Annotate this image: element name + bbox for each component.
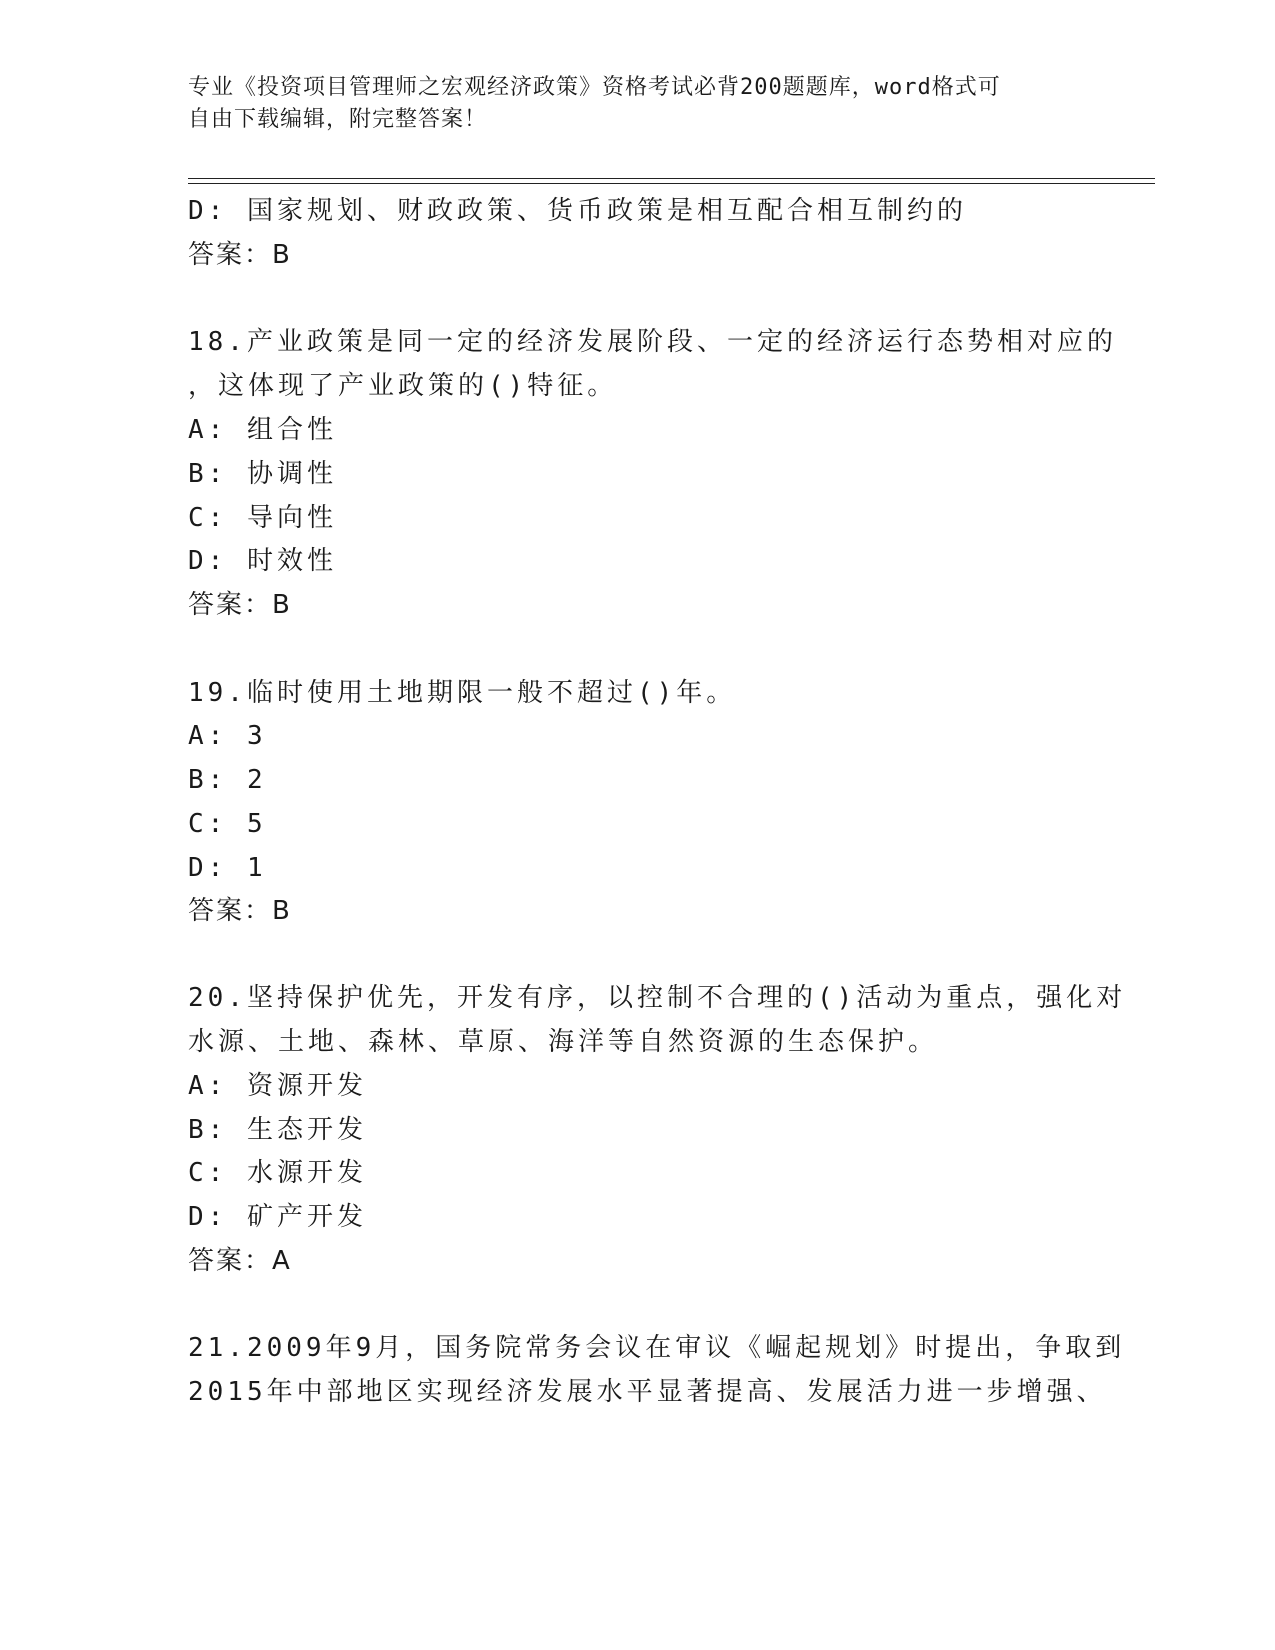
q20-option-d: D: 矿产开发 (188, 1202, 367, 1232)
q20-option-c: C: 水源开发 (188, 1158, 367, 1188)
q18-stem-line-2: ，这体现了产业政策的()特征。 (188, 371, 618, 401)
q21-stem-line-2: 2015年中部地区实现经济发展水平显著提高、发展活力进一步增强、 (188, 1377, 1107, 1407)
q18-answer: 答案：B (188, 590, 292, 620)
q20-stem-line-1: 20.坚持保护优先，开发有序，以控制不合理的()活动为重点，强化对 (188, 983, 1127, 1013)
q19-option-c: C: 5 (188, 809, 267, 839)
q17-option-d: D: 国家规划、财政政策、货币政策是相互配合相互制约的 (188, 196, 967, 226)
q19-option-d: D: 1 (188, 853, 267, 883)
q19-answer: 答案：B (188, 896, 292, 926)
q20-option-a: A: 资源开发 (188, 1071, 367, 1101)
header-divider-top (188, 178, 1155, 179)
q20-stem-line-2: 水源、土地、森林、草原、海洋等自然资源的生态保护。 (188, 1027, 939, 1057)
q20-option-b: B: 生态开发 (188, 1115, 367, 1145)
page-header (188, 72, 1068, 136)
q18-option-a: A: 组合性 (188, 415, 337, 445)
q19-stem-line-1: 19.临时使用土地期限一般不超过()年。 (188, 678, 737, 708)
q19-option-b: B: 2 (188, 765, 267, 795)
q18-option-b: B: 协调性 (188, 459, 337, 489)
q17-answer: 答案：B (188, 240, 292, 270)
q20-answer: 答案：A (188, 1246, 292, 1276)
q21-stem-line-1: 21.2009年9月，国务院常务会议在审议《崛起规划》时提出，争取到 (188, 1333, 1126, 1363)
header-line-1: 专业《投资项目管理师之宏观经济政策》资格考试必背200题题库，word格式可 (188, 75, 1001, 100)
q18-option-c: C: 导向性 (188, 503, 337, 533)
q19-option-a: A: 3 (188, 721, 267, 751)
q18-option-d: D: 时效性 (188, 546, 337, 576)
header-line-2: 自由下载编辑，附完整答案！ (188, 107, 488, 132)
header-divider-bottom (188, 183, 1155, 184)
q18-stem-line-1: 18.产业政策是同一定的经济发展阶段、一定的经济运行态势相对应的 (188, 327, 1117, 357)
